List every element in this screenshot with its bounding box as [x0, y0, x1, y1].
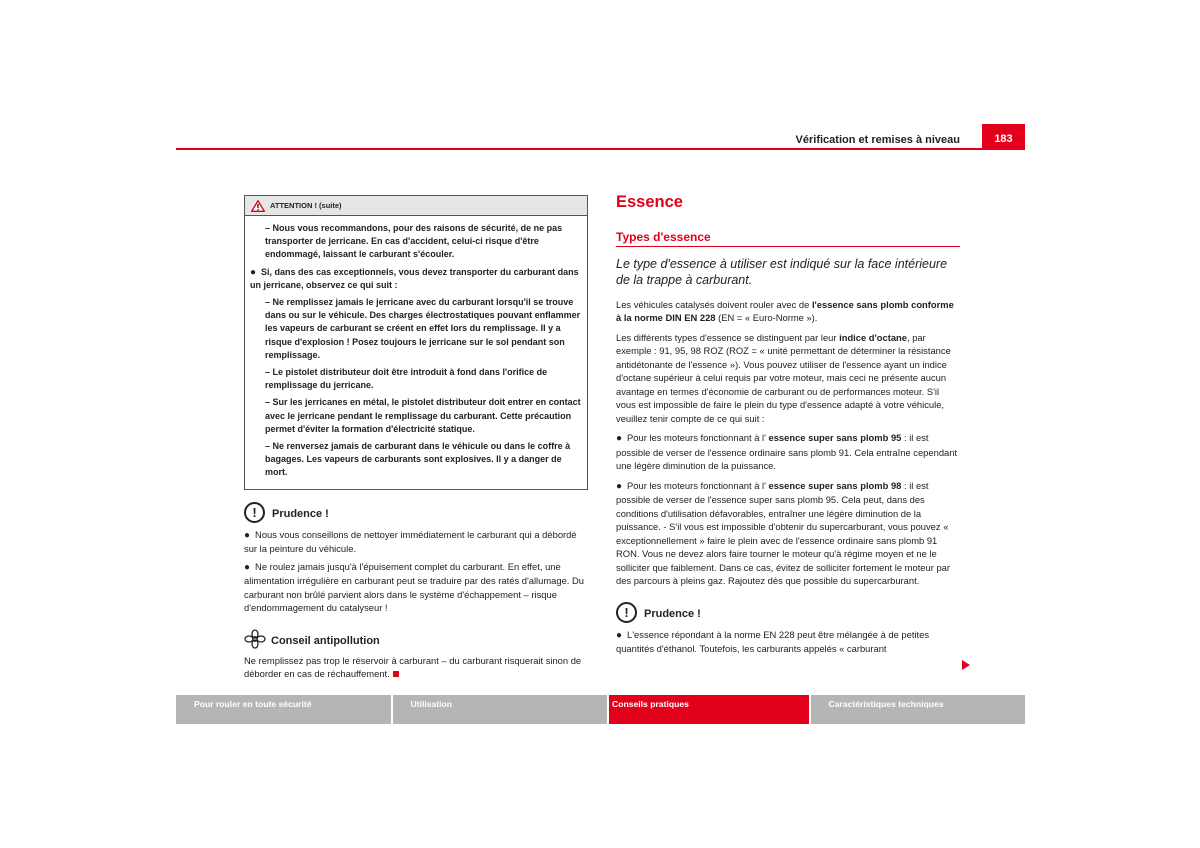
bold-run: essence super sans plomb 98 — [768, 479, 902, 491]
text-run: : il est possible de verser de l'essence ordinaire sans plomb 91. Cela entraîne cependant une légère diminution de la puissance. — [616, 432, 958, 471]
list-item — [244, 528, 588, 556]
exclamation-icon: ! — [616, 602, 637, 623]
footer-tab-securite[interactable]: Pour rouler en toute sécurité — [176, 695, 391, 724]
warning-body — [245, 216, 587, 489]
flower-icon — [244, 629, 266, 649]
warning-bullet-text: Si, dans des cas exceptionnels, vous devez transporter du carburant dans un jerricane, observez ce qui suit : — [250, 266, 579, 290]
lead-text: Le type d'essence à utiliser est indiqué sur la face intérieure de la trappe à carburant. — [616, 256, 948, 287]
list-item — [616, 431, 960, 473]
end-mark-icon — [393, 671, 399, 677]
bold-run: essence super sans plomb 95 — [768, 432, 902, 443]
paragraph — [616, 298, 960, 325]
warning-paragraph: – Le pistolet distributeur doit être introduit à fond dans l'orifice de remplissage du jerricane. — [265, 367, 548, 391]
warning-box — [244, 195, 588, 490]
list-item-text: L'essence répondant à la norme EN 228 peut être mélangée à de petites quantités d'éthanol. Toutefois, les carburants appelés « carburant — [616, 628, 930, 654]
list-item — [616, 479, 960, 588]
right-column — [616, 192, 960, 662]
footer-nav — [176, 695, 1025, 724]
warning-paragraph: – Sur les jerricanes en métal, le pistolet distributeur doit entrer en contact avec le jerricane pendant le remplissage du carburant. Cette précaution permet d'éviter la formation d'électricité statique. — [265, 397, 581, 434]
text-run: Pour les moteurs fonctionnant à l' — [627, 479, 769, 491]
bullet-icon: ● — [250, 266, 257, 278]
eco-text-body: Ne remplissez pas trop le réservoir à carburant – du carburant risquerait sinon de déborder en cas de réchauffement. — [244, 654, 582, 680]
exclamation-icon: ! — [244, 502, 265, 523]
eco-heading — [244, 629, 588, 649]
page-number: 183 — [982, 124, 1025, 150]
bullet-icon: ● — [616, 433, 623, 444]
eco-text — [244, 654, 588, 681]
text-run: , par exemple : 91, 95, 98 ROZ (ROZ = « unité permettant de déterminer la résistance antidétonante de l'essence »). Vous pouvez utiliser de l'essence ayant un indice d'octane supérieur à celui requis par votre moteur, mais ceci ne présente aucun avantage en termes d'économie de carburant ou de performances moteur. S'il vous est impossible de faire le plein du type d'essence adapté à votre véhicule, veuillez tenir compte de ce qui suit : — [616, 331, 951, 424]
footer-tab-caracteristiques[interactable]: Caractéristiques techniques — [811, 695, 1026, 724]
running-header: Vérification et remises à niveau — [795, 134, 960, 146]
paragraph — [616, 331, 960, 426]
prudence-title: Prudence ! — [644, 608, 701, 621]
header-rule — [176, 148, 982, 150]
text-run: (EN = « Euro-Norme »). — [715, 312, 818, 323]
text-run: : il est possible de verser de l'essence super sans plomb 95. Cela peut, dans des conditions d'utilisation défavorables, entraîner une légère diminution de la puissance. - S'il vous est impossible d'obtenir du supercarburant, vous pouvez « exceptionnellement » faire le plein avec de l'essence ordinaire sans plomb 91 RON. Vous ne devez alors faire tourner le moteur qu'à régime moyen et ne le solliciter que faiblement. Dans ce cas, évitez de solliciter fortement le moteur par des parcours à pleins gaz. Rajoutez dès que possible du supercarburant. — [616, 479, 951, 586]
bold-run: indice d'octane — [839, 331, 907, 343]
footer-tab-utilisation[interactable]: Utilisation — [393, 695, 608, 724]
eco-title: Conseil antipollution — [271, 634, 380, 647]
prudence-heading — [616, 602, 960, 623]
section-title: Essence — [616, 193, 683, 211]
warning-title: ATTENTION ! (suite) — [270, 200, 342, 210]
left-column — [244, 195, 588, 681]
warning-bullet — [250, 266, 583, 292]
prudence-title: Prudence ! — [272, 508, 329, 521]
warning-paragraph: – Nous vous recommandons, pour des raisons de sécurité, de ne pas transporter de jerricane. En cas d'accident, celui-ci risque d'être endommagé, laissant le carburant s'écouler. — [265, 223, 563, 260]
text-run: Pour les moteurs fonctionnant à l' — [627, 432, 769, 443]
list-item — [244, 560, 588, 615]
footer-tab-conseils[interactable]: Conseils pratiques — [609, 695, 809, 724]
next-page-arrow-icon — [962, 660, 970, 670]
warning-paragraph: – Ne renversez jamais de carburant dans le véhicule ou dans le coffre à bagages. Les vapeurs de carburants sont explosives. Il y a danger de mort. — [265, 441, 571, 478]
list-item — [616, 628, 960, 656]
bullet-icon: ● — [244, 529, 251, 541]
bullet-icon: ● — [616, 480, 623, 492]
warning-header — [245, 196, 587, 216]
list-item-text: Ne roulez jamais jusqu'à l'épuisement complet du carburant. En effet, une alimentation irrégulière en carburant peut se traduire par des ratés d'allumage. Du carburant non brûlé parvient alors dans le système d'échappement – risque d'endommagement du catalyseur ! — [244, 560, 584, 614]
subsection-title: Types d'essence — [616, 231, 960, 247]
text-run: Les différents types d'essence se distinguent par leur — [616, 331, 840, 343]
bullet-icon: ● — [244, 561, 251, 573]
warning-triangle-icon — [251, 200, 265, 212]
text-run: Les véhicules catalysés doivent rouler avec de — [616, 298, 812, 310]
warning-paragraph: – Ne remplissez jamais le jerricane avec du carburant lorsqu'il se trouve dans ou sur le véhicule. Des charges électrostatiques pouvant enflammer les vapeurs de carburant se créent en effet lors du remplissage. Il y a risque d'explosion ! Posez toujours le jerricane sur le sol pendant son remplissage. — [265, 297, 581, 360]
bold-run: l'essence sans plomb conforme à la norme DIN EN 228 — [616, 298, 954, 323]
bullet-icon: ● — [616, 629, 623, 641]
list-item-text: Nous vous conseillons de nettoyer immédiatement le carburant qui a débordé sur la peinture du véhicule. — [244, 528, 577, 555]
prudence-heading — [244, 502, 588, 523]
